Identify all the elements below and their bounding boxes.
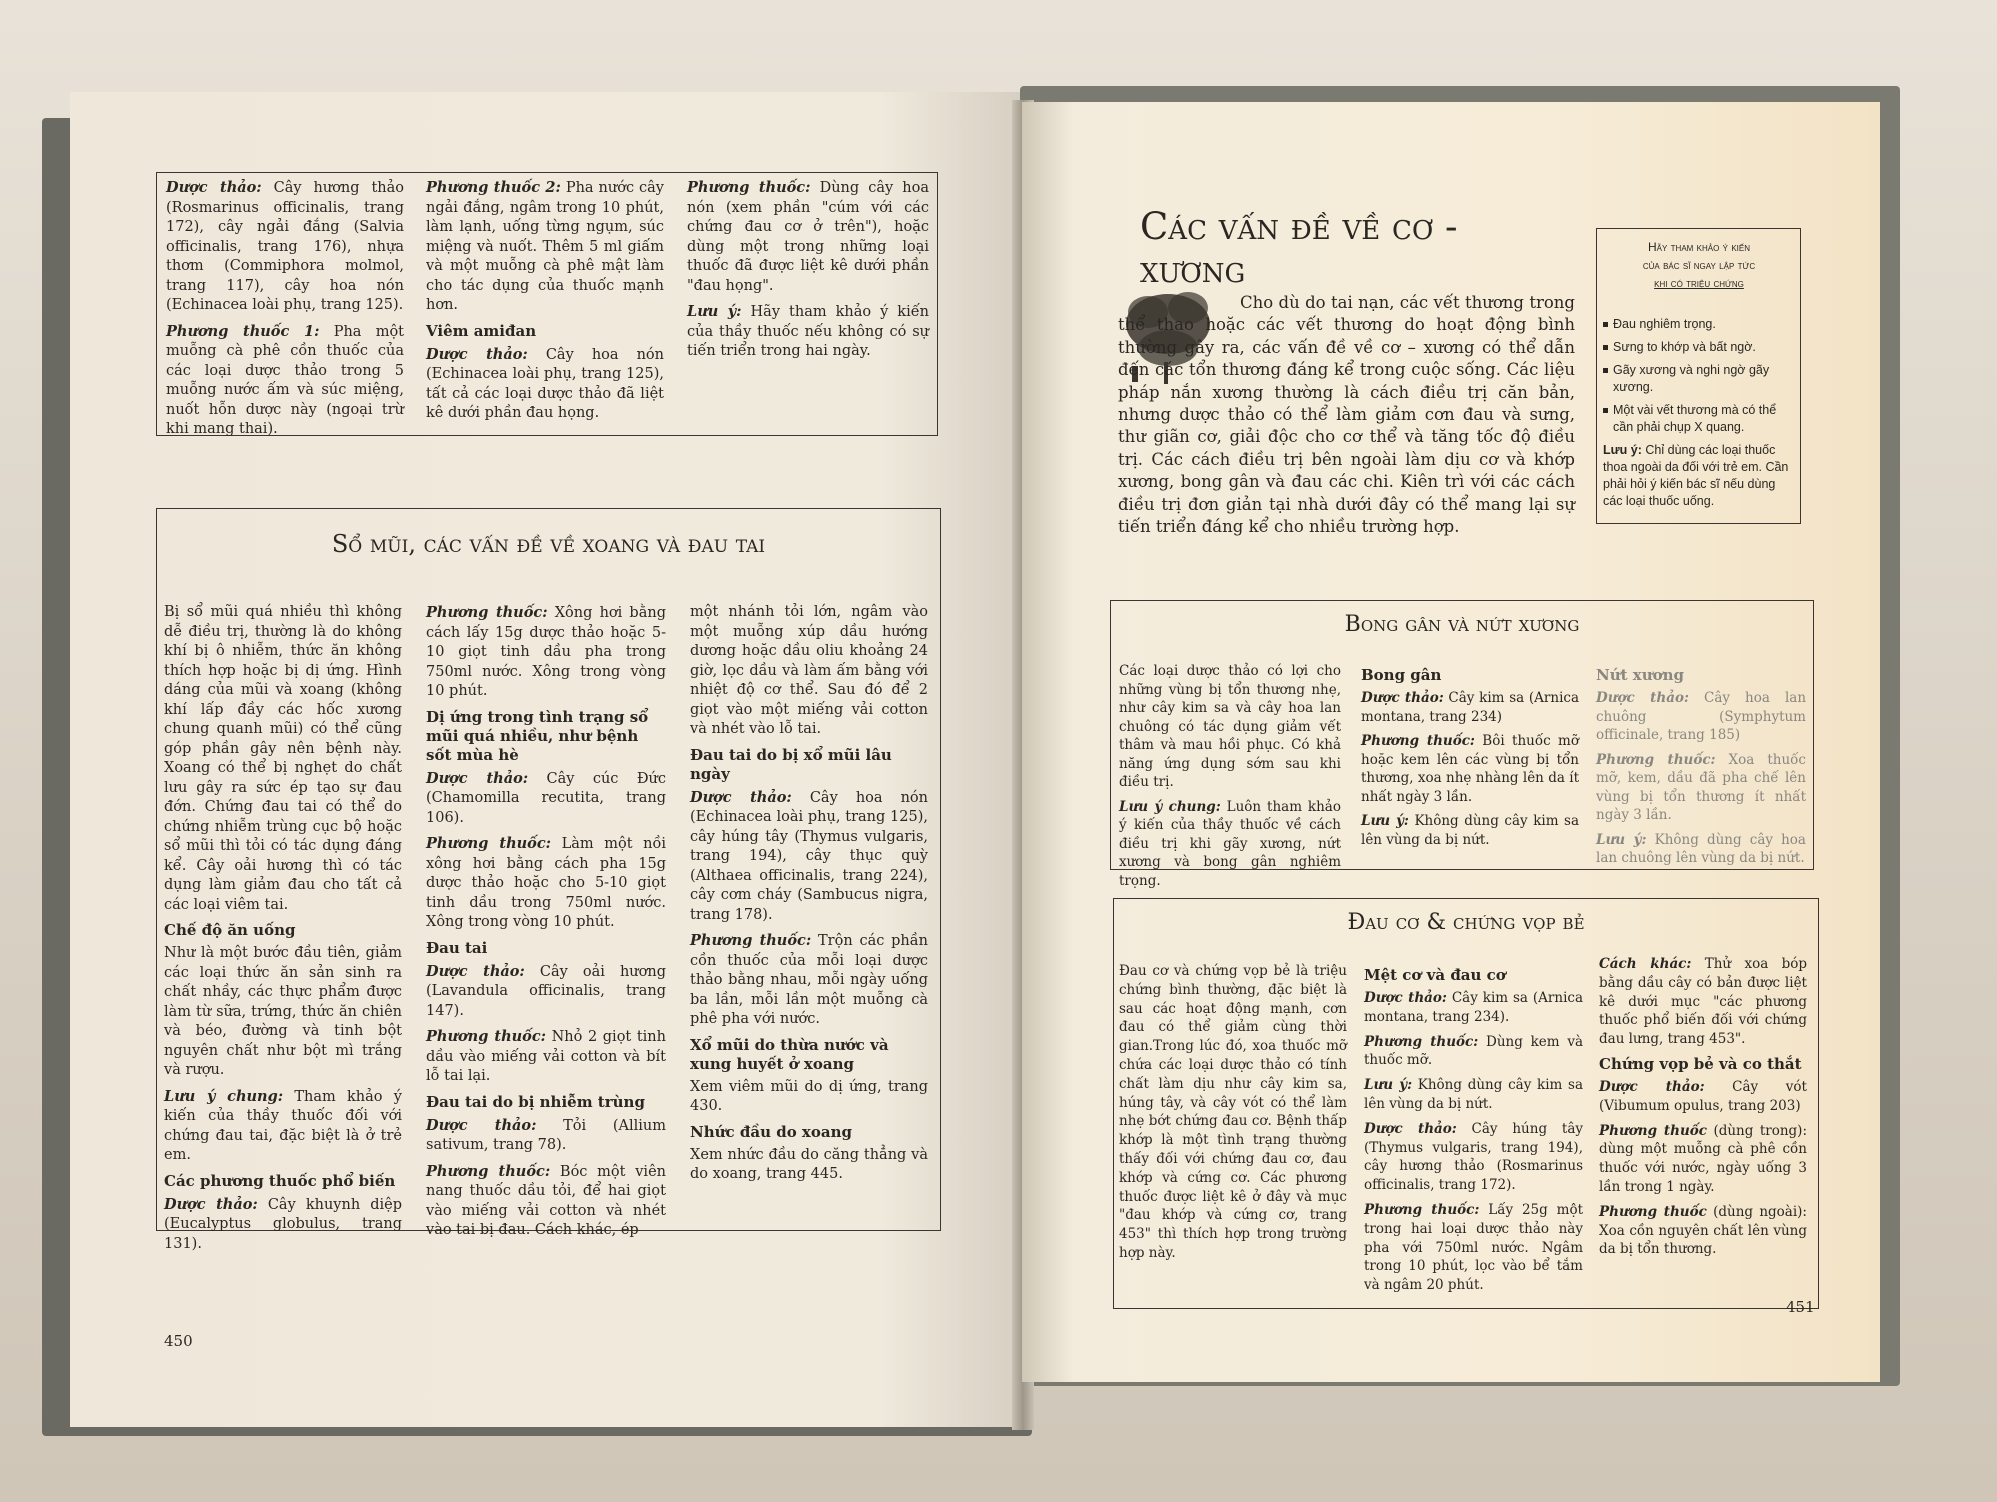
symptom-item: Gãy xương và nghi ngờ gãy xương. <box>1603 362 1795 396</box>
paragraph <box>1119 962 1347 1263</box>
paragraph-text: một nhánh tỏi lớn, ngâm vào một muỗng xúp dầu hướng dương hoặc dầu oliu khoảng 24 giờ, lọc dầu và làm ấm bằng với nhiệt độ cơ thể. Sau đó để 2 giọt vào một miếng vải cotton và nhét vào lỗ tai. <box>690 604 928 737</box>
paragraph-text: Luôn tham khảo ý kiến của thầy thuốc về cách điều trị khi gãy xương, nứt xương và bong gân nghiêm trọng. <box>1119 798 1341 889</box>
subheading: Viêm amiđan <box>426 321 537 340</box>
subheading: Mệt cơ và đau cơ <box>1364 966 1506 984</box>
paragraph <box>426 178 664 316</box>
page-number-left: 450 <box>164 1332 193 1350</box>
sprain-col-2 <box>1361 662 1579 855</box>
left-top-col-1 <box>166 178 404 446</box>
lead-label: Lưu ý: <box>1361 813 1409 829</box>
lead-label: Phương thuốc: <box>426 1028 547 1045</box>
paragraph-text: Không dùng cây hoa lan chuông lên vùng da bị nứt. <box>1596 831 1806 866</box>
paragraph-text: Cây oải hương (Lavandula officinalis, trang 147). <box>426 963 666 1019</box>
lead-label: Phương thuốc: <box>1364 1033 1479 1050</box>
paragraph-text: Lấy 25g một trong hai loại dược thảo này pha với 750ml nước. Ngâm trong 10 phút, lọc vào bể tắm và ngâm 20 phút. <box>1364 1201 1583 1294</box>
paragraph-text: Cây húng tây (Thymus vulgaris, trang 194), cây hương thảo (Rosmarinus officinalis, trang 172). <box>1364 1120 1583 1194</box>
paragraph-text: Như là một bước đầu tiên, giảm các loại thức ăn sản sinh ra chất nhầy, các thực phẩm được làm từ sữa, trứng, thức ăn chiên và béo, đường và tinh bột nguyên chất như bột mì trắng và rượu. <box>164 945 402 1078</box>
page-number-right: 451 <box>1786 1298 1815 1316</box>
lead-label: Phương thuốc 2: <box>426 179 561 196</box>
paragraph <box>1119 798 1341 891</box>
paragraph-text: Cây vót (Vibumum opulus, trang 203) <box>1599 1078 1807 1114</box>
paragraph <box>166 178 404 316</box>
left-top-col-3 <box>687 178 929 368</box>
lead-label: Dược thảo: <box>1364 990 1447 1006</box>
sidebar-content <box>1603 316 1795 510</box>
paragraph-text: Cây hoa nón (Echinacea loài phụ, trang 125), tất cả các loại dược thảo đã liệt kê dưới phần đau họng. <box>426 346 664 421</box>
paragraph <box>166 322 404 440</box>
lead-label: Dược thảo: <box>1596 690 1689 706</box>
paragraph <box>1599 1203 1807 1259</box>
paragraph <box>426 345 664 424</box>
paragraph <box>1119 662 1341 792</box>
paragraph <box>1364 989 1583 1027</box>
paragraph <box>164 603 402 915</box>
symptom-item: Đau nghiêm trọng. <box>1603 316 1795 333</box>
lead-label: Lưu ý chung: <box>164 1087 284 1105</box>
paragraph-text: Cây khuynh diệp (Eucalyptus globulus, trang 131). <box>164 1196 403 1252</box>
paragraph <box>1361 689 1579 726</box>
paragraph-text: Các loại dược thảo có lợi cho những vùng bị tổn thương nhẹ, như cây kim sa và cây hoa lan chuông có tác dụng giảm vết thâm và mau hồi phục. Có khả năng ứng dụng sớm sau khi điều trị. <box>1119 663 1341 790</box>
cramp-col-1 <box>1119 962 1347 1269</box>
paragraph-text: Cây hương thảo (Rosmarinus officinalis, trang 172), cây ngải đắng (Salvia officinalis, trang 176), nhựa thơm (Commiphora molmol, trang 117), cây hoa nón (Echinacea loài phụ, trang 125). <box>166 180 405 313</box>
paragraph-text: Xem viêm mũi do dị ứng, trang 430. <box>690 1078 928 1114</box>
right-intro: Cho dù do tai nạn, các vết thương trong thể thao hoặc các vết thương do hoạt động bình thường gây ra, các vấn đề về cơ – xương có thể dẫn đến các tổn thương đáng kể trong cuộc sống. Các liệu pháp nắn xương thường là cách điều trị căn bản, nhưng dược thảo có thể làm giảm cơn đau và sưng, thư giãn cơ, giải độc cho cơ thể và tăng tốc độ điều trị. Các cách điều trị bên ngoài làm dịu cơ và khớp xương, bong gân và đau các chi. Kiên trì với các cách điều trị đơn giản tại nhà dưới đây có thể mang lại sự tiến triển đáng kể cho nhiều trường hợp. <box>1118 293 1575 537</box>
paragraph <box>1364 1033 1583 1071</box>
paragraph-text: Pha nước cây ngải đắng, ngâm trong 10 phút, làm lạnh, uống từng ngụm, súc miệng và nuốt. Thêm 5 ml giấm và một muỗng cà phê mật làm cho tác dụng của thuốc mạnh hơn. <box>426 180 664 313</box>
paragraph-text: Dùng kem và thuốc mỡ. <box>1364 1033 1583 1069</box>
sidebar-note: Lưu ý: Chỉ dùng các loại thuốc thoa ngoài da đối với trẻ em. Cần phải hỏi ý kiến bác sĩ nếu dùng các loại thuốc uống. <box>1603 443 1789 508</box>
paragraph-text: Cây kim sa (Arnica montana, trang 234) <box>1361 690 1579 725</box>
lead-label: Phương thuốc: <box>426 1162 551 1180</box>
lead-label: Dược thảo: <box>166 179 262 196</box>
paragraph <box>426 1162 666 1241</box>
lead-label: Cách khác: <box>1599 956 1692 972</box>
subheading: Đau tai do bị xổ mũi lâu ngày <box>690 745 892 783</box>
paragraph <box>426 1116 666 1156</box>
lead-label: Lưu ý chung: <box>1119 798 1221 815</box>
symptom-item: Một vài vết thương mà có thể cần phải chụp X quang. <box>1603 402 1795 436</box>
subheading: Đau tai <box>426 938 488 957</box>
lead-label: Phương thuốc: <box>1361 733 1475 749</box>
left-section-title: Sổ mũi, các vấn đề về xoang và đau tai <box>331 530 766 558</box>
paragraph <box>426 834 666 933</box>
lead-label: Dược thảo: <box>426 962 525 980</box>
lead-label: Dược thảo: <box>164 1195 258 1213</box>
paragraph-text: Làm một nồi xông hơi bằng cách pha 15g dược thảo hoặc cho 5-10 giọt tinh dầu trong 750ml nước. Xông trong vòng 10 phút. <box>426 836 666 930</box>
cramp-col-2 <box>1364 962 1583 1301</box>
paragraph-text: Pha một muỗng cà phê cồn thuốc của các loại dược thảo trong 5 muỗng nước ấm và súc miệng, nuốt hỗn dược này (ngoại trừ khi mang thai). <box>166 323 404 437</box>
subheading: Chế độ ăn uống <box>164 921 296 939</box>
lead-label: Phương thuốc: <box>1596 751 1716 768</box>
lead-label: Phương thuốc: <box>690 932 812 949</box>
lead-label: Phương thuốc: <box>426 604 548 621</box>
paragraph-text: Thử xoa bóp bằng dầu cây có bản được liệt kê dưới mục "các phương thuốc phổ biến đối với chứng đau lưng, trang 453". <box>1599 956 1807 1048</box>
left-top-col-2 <box>426 178 664 430</box>
paragraph-text: Nhỏ 2 giọt tinh dầu vào miếng vải cotton và bít lỗ tai lại. <box>426 1029 666 1084</box>
lead-label: Dược thảo: <box>690 788 792 806</box>
paragraph <box>690 603 928 740</box>
paragraph <box>1599 955 1807 1049</box>
paragraph <box>164 1087 402 1166</box>
paragraph-text: Tỏi (Allium sativum, trang 78). <box>426 1117 666 1153</box>
paragraph <box>1596 831 1806 868</box>
subheading: Xổ mũi do thừa nước và xung huyết ở xoang <box>690 1035 889 1073</box>
paragraph-text: Trộn các phần cồn thuốc của mỗi loại dược thảo bằng nhau, mỗi ngày uống ba lần, mỗi lần một muỗng cà phê pha với nước. <box>690 933 928 1027</box>
lead-label: Phương thuốc: <box>426 835 552 852</box>
paragraph <box>687 302 929 362</box>
lead-label: Phương thuốc 1: <box>166 322 320 340</box>
paragraph-text: Cây hoa lan chuông (Symphytum officinale, trang 185) <box>1596 690 1807 743</box>
lead-label: Lưu ý: <box>1364 1077 1413 1094</box>
subheading: Nứt xương <box>1596 666 1685 684</box>
paragraph-text: Cây kim sa (Arnica montana, trang 234). <box>1364 990 1584 1025</box>
paragraph <box>426 769 666 829</box>
symptom-item: Sưng to khớp và bất ngờ. <box>1603 339 1795 356</box>
paragraph-text: Bị sổ mũi quá nhiều thì không dễ điều trị, thường là do không khí bị ô nhiễm, thức ăn không thích hợp hoặc bị dị ứng. Hình dáng của mũi và xoang (không khí lấp đầy các hốc xương chung quanh mũi) có thể cũng góp phần gây nên bệnh này. Xoang có thể bị nghẹt do chất lưu gây ra sức ép tạo sự đau đớn. Chứng đau tai có thể do chứng nhiễm trùng cục bộ hoặc sổ mũi thì tỏi có tác dụng đáng kể. Cây oải hương thì có tác dụng làm giảm đau cho tất cả các loại viêm tai. <box>164 604 402 913</box>
lead-label: Phương thuốc: <box>1364 1201 1480 1218</box>
lead-label: Phương thuốc: <box>687 179 811 196</box>
paragraph <box>690 1078 928 1117</box>
paragraph <box>690 788 928 926</box>
paragraph-text: Xoa thuốc mỡ, kem, dầu đã pha chế lên vùng bị tổn thương ít nhất ngày 3 lần. <box>1596 751 1806 823</box>
lead-label: Dược thảo: <box>1364 1120 1457 1137</box>
paragraph-text: Xem nhức đầu do căng thẳng và do xoang, trang 445. <box>690 1146 928 1182</box>
lead-label: Phương thuốc <box>1599 1203 1707 1220</box>
paragraph <box>426 962 666 1022</box>
paragraph <box>1364 1076 1583 1114</box>
subheading: Các phương thuốc phổ biến <box>164 1171 396 1190</box>
left-section-col-3 <box>690 603 928 1191</box>
lead-label: Phương thuốc <box>1599 1122 1707 1139</box>
subheading: Chứng vọp bẻ và co thắt <box>1599 1054 1802 1073</box>
paragraph-text: Bôi thuốc mỡ hoặc kem lên các vùng bị tổn thương, xoa nhẹ nhàng lên da ít nhất ngày 3 lần. <box>1361 733 1579 805</box>
sidebar-title: Hãy tham khảo ý kiến của bác sĩ ngay lập tức khi có triệu chứng <box>1642 240 1756 290</box>
lead-label: Dược thảo: <box>1599 1078 1705 1095</box>
lead-label: Dược thảo: <box>426 1116 537 1134</box>
lead-label: Dược thảo: <box>1361 690 1444 706</box>
paragraph <box>1599 1122 1807 1197</box>
subheading: Dị ứng trong tình trạng sổ mũi quá nhiều, như bệnh sốt mùa hè <box>426 707 649 764</box>
right-page-title: Các vấn đề về cơ - xương <box>1140 205 1458 291</box>
paragraph-text: (dùng trong): dùng một muỗng cà phê cồn thuốc với nước, ngày uống 3 lần trong 1 ngày. <box>1599 1122 1807 1195</box>
paragraph-text: Cây hoa nón (Echinacea loài phụ, trang 125), cây húng tây (Thymus vulgaris, trang 194), cây thục quỳ (Althaea officinalis, trang 224), cây cơm cháy (Sambucus nigra, trang 178). <box>690 789 928 923</box>
paragraph-text: (dùng ngoài): Xoa cồn nguyên chất lên vùng da bị tổn thương. <box>1599 1203 1807 1258</box>
left-section-col-1 <box>164 603 402 1260</box>
subheading: Nhức đầu do xoang <box>690 1122 852 1141</box>
lead-label: Dược thảo: <box>426 769 529 787</box>
lead-label: Lưu ý: <box>1596 831 1647 848</box>
lead-label: Lưu ý: <box>687 303 742 320</box>
paragraph <box>1364 1201 1583 1295</box>
paragraph-text: Không dùng cây kim sa lên vùng da bị nứt. <box>1361 813 1580 848</box>
paragraph <box>1599 1078 1807 1116</box>
paragraph <box>426 603 666 702</box>
paragraph <box>164 1195 402 1255</box>
paragraph <box>1596 689 1806 745</box>
paragraph <box>426 1027 666 1087</box>
sprain-col-3 <box>1596 662 1806 874</box>
paragraph-text: Tham khảo ý kiến của thầy thuốc đối với chứng đau tai, đặc biệt là ở trẻ em. <box>164 1088 402 1163</box>
paragraph <box>1361 732 1579 806</box>
sidebar-symptom-list <box>1603 316 1795 436</box>
cramp-col-3 <box>1599 955 1807 1265</box>
paragraph <box>164 944 402 1081</box>
lead-label: Dược thảo: <box>426 345 528 363</box>
sprain-box-title: Bong gân và nứt xương <box>1344 612 1580 637</box>
left-section-col-2 <box>426 603 666 1247</box>
subheading: Bong gân <box>1361 666 1442 684</box>
paragraph-text: Cây cúc Đức (Chamomilla recutita, trang 106). <box>426 770 666 826</box>
paragraph-text: Dùng cây hoa nón (xem phần "cúm với các chứng đau cơ ở trên"), hoặc dùng một trong những loại thuốc đã được liệt kê dưới phần "đau họng". <box>687 180 929 294</box>
sprain-col-1 <box>1119 662 1341 896</box>
paragraph-text: Đau cơ và chứng vọp bẻ là triệu chứng bình thường, đặc biệt là sau các hoạt động mạnh, cơn đau có thể giảm cùng thời gian.Trong lúc đó, xoa thuốc mỡ chứa các loại dược thảo có tính chất làm dịu như cây kim sa, húng tây, và cây vót có thể làm nhẹ bớt chứng đau cơ. Bệnh thấp khớp là một tình trạng thường thấy đối với chứng đau cơ, đau khớp và cứng cơ. Các phương thuốc được liệt kê ở đây và mục "đau khớp và cứng cơ, trang 453" thì thích hợp trong trường hợp này. <box>1119 963 1347 1261</box>
paragraph <box>690 931 928 1030</box>
paragraph-text: Không dùng cây kim sa lên vùng da bị nứt. <box>1364 1077 1583 1112</box>
paragraph-text: Bóc một viên nang thuốc dầu tỏi, để hai giọt vào miếng vải cotton và nhét vào tai bị đau. Cách khác, ép <box>426 1163 666 1238</box>
paragraph-text: Xông hơi bằng cách lấy 15g dược thảo hoặc 5-10 giọt tinh dầu pha trong 750ml nước. Xông trong vòng 10 phút. <box>426 605 666 699</box>
paragraph <box>1364 1120 1583 1195</box>
paragraph-text: Hãy tham khảo ý kiến của thầy thuốc nếu không có sự tiến triển trong hai ngày. <box>687 304 929 359</box>
paragraph <box>690 1146 928 1185</box>
cramp-box-title: Đau cơ & chứng vọp bẻ <box>1347 910 1585 935</box>
subheading: Đau tai do bị nhiễm trùng <box>426 1092 645 1111</box>
paragraph <box>687 178 929 296</box>
paragraph <box>1361 812 1579 849</box>
paragraph <box>1596 751 1806 825</box>
